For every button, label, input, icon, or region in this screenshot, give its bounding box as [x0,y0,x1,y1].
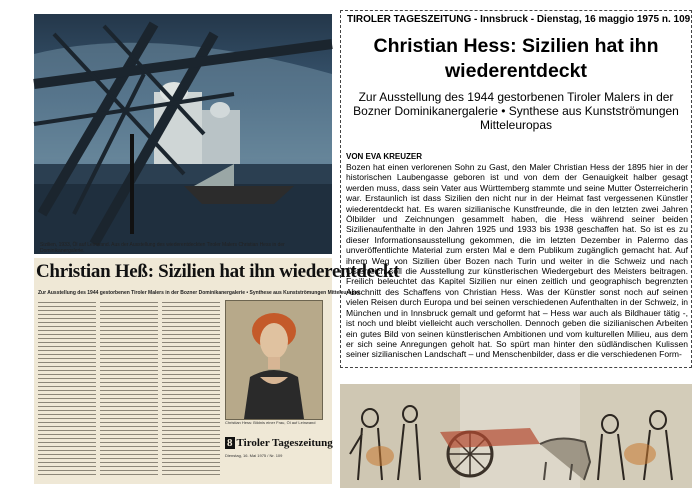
article-source-header: TIROLER TAGESZEITUNG - Innsbruck - Dienstag, 16 maggio 1975 n. 109 [347,14,691,25]
article-body: Bozen hat einen verlorenen Sohn zu Gast, den Maler Christian Hess der 1895 hier in der historischen Laubengasse geboren ist und von dem der Genauigkeit halber gesagt werden muss, dass sein Vater aus Württemberg stammte und seine Mutter Österreicherin war. Erstaunlich ist dass Sizilien den nicht nur in der Heimat fast vergessenen Künstler wiederentdeckt hat. Es waren sizilianische Kunstfreunde, die in den letzten zwei Jahren Ölbilder und Zeichnungen gesammelt haben, die Hess während seiner beiden Sizilienaufenthalte in den Jahren 1925 und 1933 bis 1938 geschaffen hat. So ist es zu dieser Informationsausstellung gekommen, die im letzten Dezember in Palermo das unveröffentlichte Material zum ersten Mal e dem Publikum zugänglich gemacht hat. Auf ihrem Weg von Sizilien über Bozen nach Turin und weiter in die Schweiz und nach Österreich soll die Ausstellung zur künstlerischen Wiedergeburt des Meisters beitragen. Freilich beleuchtet das Kapitel Sizilien nur einen zeitlich und geographisch begrenzten Abschnitt des Schaffens von Christian Hess. Was der Künstler sonst noch auf seinen vielen Reisen durch Europa und bei seinen verschiedenen Aufenthalten in der Schweiz, in München und in Innsbruck gemalt und geformt hat – Hess war auch als Bildhauer tätig -, ist noch und bleibt vielleicht auch verschollen. Dennoch geben die sizilianischen Arbeiten ein gutes Bild von seinen künstlerischen Ambitionen und vom kulturellen Milieu, aus dem er sich seine Anregungen geholt hat. So spürt man hinter den südländischen Kulissen seiner sizilianischen Landschaft – und Menschenbilder, dass er die verschiedenen Form- [346,162,688,360]
newspaper-masthead [225,436,333,450]
masthead-page-number: 8 [227,437,233,449]
article-byline: VON EVA KREUZER [346,152,423,161]
portrait-caption: Christian Hess: Bildnis einer Frau, Öl auf Leinwand [225,420,316,425]
clipping-text-column [100,302,158,478]
clipping-headline: Christian Heß: Sizilien hat ihn wiederentdeckt [36,261,400,282]
portrait-of-woman [226,301,322,419]
clipping-text-column [162,302,220,478]
harbour-bridge-painting [34,14,332,254]
clipping-subhead: Zur Ausstellung des 1944 gestorbenen Tiroler Malers in der Bozner Dominikanergalerie • Synthese aus Kunstströmungen Mitteleuropas [38,290,361,296]
clipping-text-column [38,302,96,478]
clipping-painting-image [34,14,332,254]
clipping-dateline: Dienstag, 16. Mai 1975 / Nr. 109 [225,453,283,458]
article-subtitle: Zur Ausstellung des 1944 gestorbenen Tiroler Malers in der Bozner Dominikanergalerie • Synthese aus Kunstströmungen Mitteleuropas [353,90,679,132]
painting-caption: Sizilien, 1933, Öl auf Leinwand. Aus der Ausstellung des wiederentdeckten Tiroler Malers Christian Hess in der Dominikanergalerie. [40,242,285,254]
masthead-title: Tiroler Tageszeitung [236,437,333,449]
portrait-painting-image [225,300,323,420]
artwork-strip-image [340,384,692,488]
article-title: Christian Hess: Sizilien hat ihn wiederentdeckt [373,35,659,82]
street-scene-drawing [340,384,692,488]
